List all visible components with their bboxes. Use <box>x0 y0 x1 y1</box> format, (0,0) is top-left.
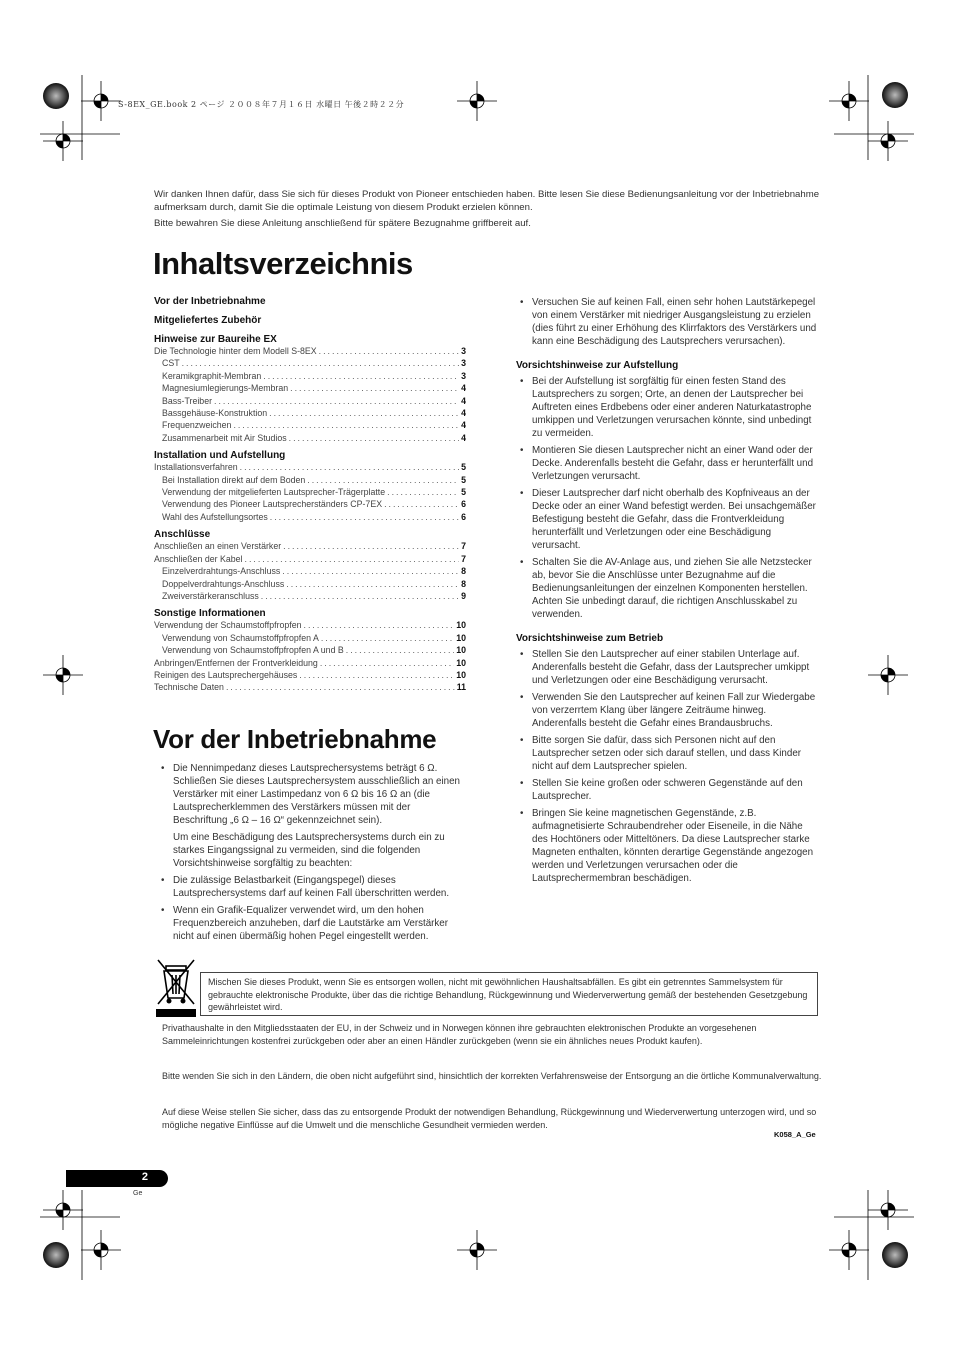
toc-leader-dots <box>387 486 459 498</box>
document-code: K058_A_Ge <box>774 1130 816 1139</box>
toc-leader-dots <box>226 681 455 693</box>
toc-entry[interactable] <box>154 498 466 510</box>
toc-entry-page: 8 <box>461 566 466 577</box>
toc-entry-page: 4 <box>461 408 466 419</box>
toc-leader-dots <box>307 474 459 486</box>
toc-entry[interactable] <box>154 590 466 602</box>
toc-entry-page: 7 <box>461 553 466 564</box>
toc-leader-dots <box>290 382 459 394</box>
list-item: • Die zulässige Belastbarkeit (Eingangspegel) dieses Lautsprechersystems darf auf keinen Fall überschritten werden. <box>154 874 466 900</box>
toc-entry[interactable] <box>154 407 466 419</box>
toc-leader-dots <box>299 669 454 681</box>
toc-leader-dots <box>319 345 459 357</box>
toc-entry-page: 11 <box>456 682 466 693</box>
toc-entry-label: Verwendung der mitgelieferten Lautsprecher-Trägerplatte <box>162 487 386 498</box>
weee-notice-box: Mischen Sie dieses Produkt, wenn Sie es entsorgen wollen, nicht mit gewöhnlichen Haushaltsabfällen. Es gibt ein getrenntes Sammelsystem für gebrauchte elektronische Produkte, über das die richtige Behandlung, Rückgewinnung und Wiederverwertung gemäß der bestehenden Gesetzgebung gewährleistet wird. <box>200 972 818 1016</box>
toc-entry-page: 5 <box>461 487 466 498</box>
toc-section-heading[interactable]: Sonstige Informationen <box>154 608 266 620</box>
toc-entry-label: CST <box>162 358 180 369</box>
intro-paragraph: Wir danken Ihnen dafür, dass Sie sich für dieses Produkt von Pioneer entschieden haben. Bitte lesen Sie diese Bedienungsanleitung vor der Inbetriebnahme aufmerksam durch, damit Sie die optimale Leistung von diesem Produkt erzielen können. <box>154 189 820 213</box>
toc-leader-dots <box>384 498 459 510</box>
toc-title: Inhaltsverzeichnis <box>153 246 413 281</box>
toc-entry-label: Verwendung von Schaumstoffpfropfen A <box>162 632 319 643</box>
toc-entry-page: 10 <box>456 620 466 631</box>
toc-section-items <box>154 540 466 602</box>
toc-entry[interactable] <box>154 395 466 407</box>
weee-paragraph: Privathaushalte in den Mitgliedsstaaten der EU, in der Schweiz und in Norwegen können ihre gebrauchten elektronischen Produkte an vorgesehenen Sammeleinrichtungen kostenfrei zurückgeben oder aber an einen Händler zurückgeben (wenn sie ein ähnliches neues Produkt kaufen). <box>162 1023 757 1046</box>
list-item: • Versuchen Sie auf keinen Fall, einen sehr hohen Lautstärkepegel von einem Verstärker mit niedriger Ausgangsleistung zu erzielen (dies führt zu einer Erhöhung des Klirrfaktors des Verstärkers und kann eine Beschädigung des Lautsprechers verursachen). <box>513 296 821 348</box>
toc-leader-dots <box>282 565 459 577</box>
before-use-content <box>154 762 466 947</box>
toc-entry[interactable] <box>154 644 466 656</box>
list-item <box>154 762 466 870</box>
toc-entry-label: Bassgehäuse-Konstruktion <box>162 408 268 419</box>
toc-entry[interactable] <box>154 669 466 681</box>
installation-list <box>513 375 821 621</box>
toc-leader-dots <box>304 619 455 631</box>
toc-leader-dots <box>283 540 459 552</box>
print-header: S-8EX_GE.book 2 ページ ２００８年７月１６日 水曜日 午後２時２２分 <box>118 100 405 109</box>
toc-entry-label: Reinigen des Lautsprechergehäuses <box>154 669 298 680</box>
list-item: • Stellen Sie den Lautsprecher auf einer stabilen Unterlage auf. Anderenfalls besteht die Gefahr, dass der Lautsprecher umkippt und Verletzungen oder eine Beschädigung verursacht. <box>513 648 821 687</box>
toc-entry-label: Anschließen an einen Verstärker <box>154 541 282 552</box>
toc-entry-page: 5 <box>461 462 466 473</box>
list-item: • Montieren Sie diesen Lautsprecher nicht an einer Wand oder der Decke. Anderenfalls besteht die Gefahr, dass er herunterfällt und Verletzungen verursacht. <box>513 444 821 483</box>
toc-leader-dots <box>233 419 459 431</box>
toc-entry[interactable] <box>154 657 466 669</box>
toc-entry-page: 6 <box>461 499 466 510</box>
bullet-text: Die Nennimpedanz dieses Lautsprechersystems beträgt 6 Ω. Schließen Sie dieses Lautsprechersystem ausschließlich an einen Verstärker mit einer Lastimpedanz von 6 Ω bis 16 Ω an (die Lautsprecherklemmen des Verstärkers müssen mit der Beschriftung „6 Ω – 16 Ω“ gekennzeichnet sein). <box>173 763 460 826</box>
page-language: Ge <box>133 1190 143 1197</box>
toc-section-heading[interactable]: Installation und Aufstellung <box>154 450 286 462</box>
toc-entry[interactable] <box>154 370 466 382</box>
list-item: • Bei der Aufstellung ist sorgfältig für einen festen Stand des Lautsprechers zu sorgen; Orte, an denen der Lautsprecher bei Auftreten eines Erdbebens oder einer anderen Naturkatastrophe umkippen und Verletzungen verursachen könnte, sind unbedingt zu vermeiden. <box>513 375 821 440</box>
list-item: • Schalten Sie die AV-Anlage aus, und ziehen Sie alle Netzstecker ab, bevor Sie die Anschlüsse unter Bezugnahme auf die Bedienungsanleitungen der einzelnen Komponenten herstellen. Achten Sie unbedingt darauf, die richtigen Anschlusskabel zu verwenden. <box>513 556 821 621</box>
bullet-continuation: Um eine Beschädigung des Lautsprechersystems durch ein zu starkes Eingangssignal zu vermeiden, sind die folgenden Vorsichtshinweise sorgfältig zu beachten: <box>173 832 445 869</box>
section-title-before-use: Vor der Inbetriebnahme <box>153 724 437 754</box>
toc-entry-label: Einzelverdrahtungs-Anschluss <box>162 566 281 577</box>
toc-entry-page: 9 <box>461 590 466 601</box>
toc-section-heading[interactable]: Anschlüsse <box>154 529 211 541</box>
toc-leader-dots <box>289 432 459 444</box>
toc-entry-label: Verwendung des Pioneer Lautsprecherständers CP-7EX <box>162 499 383 510</box>
toc-leader-dots <box>240 461 459 473</box>
toc-leader-dots <box>269 407 459 419</box>
list-item: • Dieser Lautsprecher darf nicht oberhalb des Kopfniveaus an der Decke oder an einer Wand befestigt werden. Bei unsachgemäßer Befestigung besteht die Gefahr, dass die Frontverkleidung herunterfällt und Verletzungen oder eine Beschädigung verursacht. <box>513 487 821 552</box>
toc-entry-label: Technische Daten <box>154 682 224 693</box>
weee-paragraph: Bitte wenden Sie sich in den Ländern, die oben nicht aufgeführt sind, hinsichtlich der korrekten Verfahrensweise der Entsorgung an die örtliche Kommunalverwaltung. <box>162 1071 822 1081</box>
toc-leader-dots <box>320 657 454 669</box>
toc-entry[interactable] <box>154 382 466 394</box>
toc-entry-label: Die Technologie hinter dem Modell S-8EX <box>154 346 317 356</box>
list-item: • Wenn ein Grafik-Equalizer verwendet wird, um den hohen Frequenzbereich anzuheben, darf die Lautstärke am Verstärker nicht auf einen übermäßig hohen Pegel eingestellt werden. <box>154 904 466 943</box>
toc-entry[interactable] <box>154 540 466 552</box>
toc-entry-label: Bei Installation direkt auf dem Boden <box>162 474 306 485</box>
toc-entry-label: Verwendung von Schaumstoffpfropfen A und B <box>162 645 344 656</box>
toc-section-items <box>154 619 466 693</box>
toc-leader-dots <box>263 370 459 382</box>
toc-entry-page: 10 <box>456 669 466 680</box>
intro-paragraph-2: Bitte bewahren Sie diese Anleitung anschließend für spätere Bezugnahme griffbereit auf. <box>154 218 531 229</box>
subheading-operation: Vorsichtshinweise zum Betrieb <box>516 633 664 644</box>
toc-entry-label: Zweiverstärkeranschluss <box>162 590 259 601</box>
page-number: 2 <box>141 1171 148 1183</box>
toc-entry[interactable] <box>154 578 466 590</box>
toc-leader-dots <box>182 357 459 369</box>
toc-entry[interactable] <box>154 619 466 631</box>
toc-entry[interactable] <box>154 681 466 693</box>
toc-section-items <box>154 461 466 523</box>
toc-entry[interactable] <box>154 357 466 369</box>
toc-entry[interactable] <box>154 565 466 577</box>
toc-entry[interactable] <box>154 432 466 444</box>
toc-entry[interactable] <box>154 419 466 431</box>
toc-entry[interactable] <box>154 511 466 523</box>
table-of-contents <box>154 296 466 694</box>
toc-entry-page: 3 <box>461 370 466 381</box>
toc-entry[interactable] <box>154 461 466 473</box>
toc-section-heading[interactable]: Vor der Inbetriebnahme <box>154 296 266 307</box>
toc-entry-page: 8 <box>461 578 466 589</box>
toc-leader-dots <box>261 590 459 602</box>
toc-leader-dots <box>286 578 459 590</box>
toc-entry-page: 10 <box>456 632 466 643</box>
list-item: • Bitte sorgen Sie dafür, dass sich Personen nicht auf den Lautsprecher setzen oder sich darauf stellen, und dass Kinder nicht auf dem Lautsprecher spielen. <box>513 734 821 773</box>
toc-entry[interactable] <box>154 345 466 357</box>
toc-entry-label: Anbringen/Entfernen der Frontverkleidung <box>154 657 318 668</box>
toc-entry-page: 6 <box>461 511 466 522</box>
toc-entry-page: 4 <box>461 432 466 443</box>
toc-leader-dots <box>270 511 459 523</box>
toc-entry-page: 10 <box>456 645 466 656</box>
toc-entry-page: 3 <box>461 358 466 369</box>
page-number-tab <box>66 1170 168 1187</box>
toc-entry-label: Doppelverdrahtungs-Anschluss <box>162 578 285 589</box>
toc-entry-label: Magnesiumlegierungs-Membran <box>162 383 289 394</box>
toc-leader-dots <box>214 395 459 407</box>
list-item: • Stellen Sie keine großen oder schweren Gegenstände auf den Lautsprecher. <box>513 777 821 803</box>
toc-entry-page: 4 <box>461 395 466 406</box>
toc-leader-dots <box>245 553 460 565</box>
toc-entry[interactable] <box>154 474 466 486</box>
toc-entry-page: 4 <box>461 420 466 431</box>
list-item: • Bringen Sie keine magnetischen Gegenstände, z.B. aufmagnetisierte Schraubendreher oder Eiseneile, in die Nähe des Hochtöners oder Mitteltöners. Da diese Lautsprecher starke Magneten enthalten, könnten derartige Gegenstände angezogen werden und Verletzungen verursachen oder die Lautsprechermembran beschädigen. <box>513 807 821 885</box>
toc-entry-label: Anschließen der Kabel <box>154 553 243 564</box>
toc-section-heading[interactable]: Hinweise zur Baureihe EX <box>154 334 277 345</box>
list-item: • Verwenden Sie den Lautsprecher auf keinen Fall zur Wiedergabe von verzerrtem Klang über längere Zeiträume hinweg. Anderenfalls besteht die Gefahr eines Brandausbruchs. <box>513 691 821 730</box>
toc-entry-label: Keramikgraphit-Membran <box>162 370 262 381</box>
toc-entry-page: 7 <box>461 541 466 552</box>
toc-leader-dots <box>346 644 454 656</box>
toc-entry-page: 10 <box>456 657 466 668</box>
toc-entry-label: Zusammenarbeit mit Air Studios <box>162 432 287 443</box>
subheading-installation: Vorsichtshinweise zur Aufstellung <box>516 360 679 371</box>
toc-entry-label: Installationsverfahren <box>154 462 238 473</box>
operation-list <box>513 648 821 885</box>
toc-section-items <box>154 345 466 444</box>
toc-entry[interactable] <box>154 553 466 565</box>
toc-section-heading[interactable]: Mitgeliefertes Zubehör <box>154 315 262 326</box>
toc-entry-page: 3 <box>461 346 466 356</box>
toc-entry[interactable] <box>154 632 466 644</box>
toc-entry-page: 4 <box>461 383 466 394</box>
toc-entry-label: Wahl des Aufstellungsortes <box>162 511 268 522</box>
toc-entry-page: 5 <box>461 474 466 485</box>
toc-entry-label: Frequenzweichen <box>162 420 232 431</box>
toc-entry[interactable] <box>154 486 466 498</box>
weee-bin-icon <box>154 956 198 1018</box>
toc-entry-label: Bass-Treiber <box>162 395 213 406</box>
toc-entry-label: Verwendung der Schaumstoffpfropfen <box>154 620 302 631</box>
toc-leader-dots <box>321 632 454 644</box>
weee-paragraph: Auf diese Weise stellen Sie sicher, dass das zu entsorgende Produkt der notwendigen Behandlung, Rückgewinnung und Wiederverwertung unterzogen wird, und so mögliche negative Einflüsse auf die Umwelt und die menschliche Gesundheit vermieden werden. <box>162 1107 817 1130</box>
right-column <box>513 296 821 889</box>
